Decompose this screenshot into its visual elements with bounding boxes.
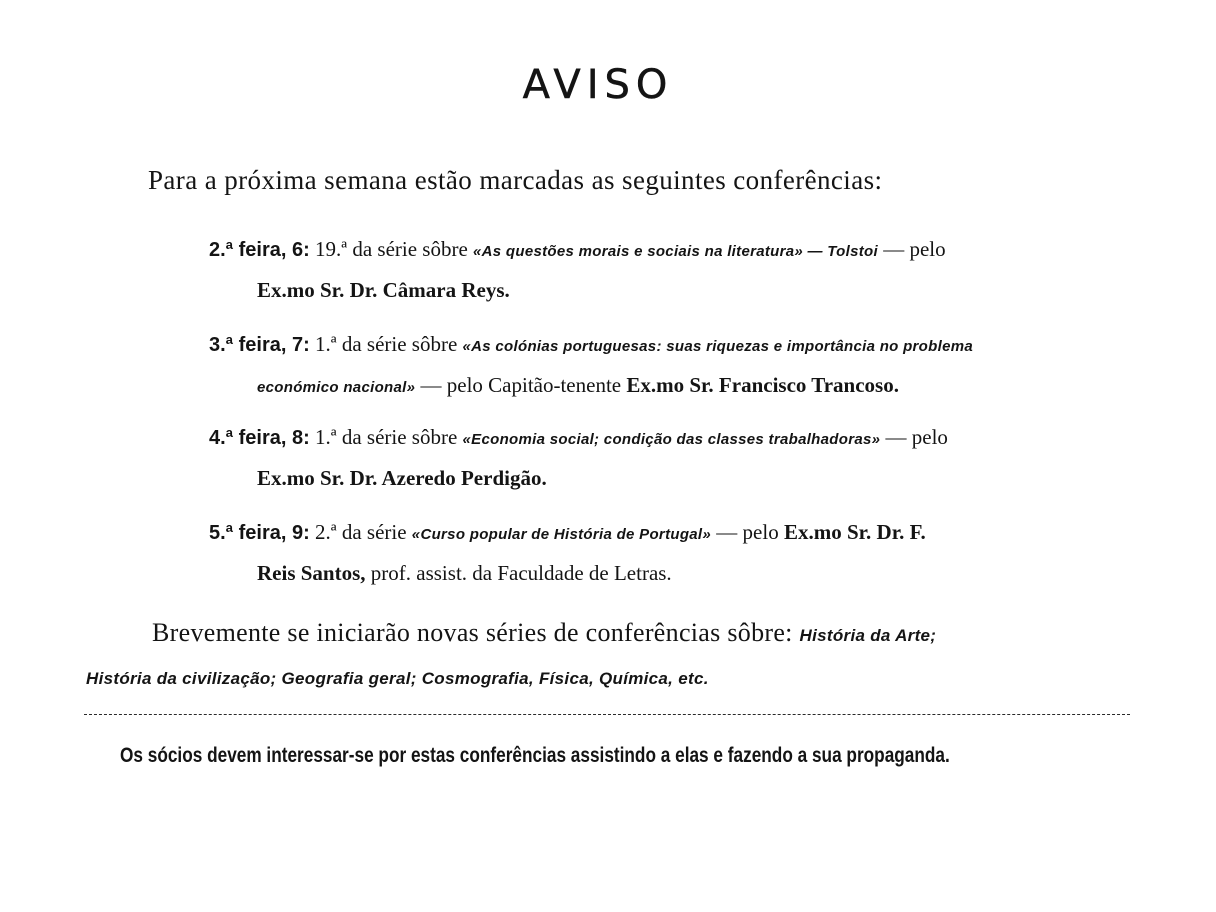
entry-speaker: Ex.mo Sr. Dr. F. — [783, 520, 926, 544]
entry-by: — pelo — [716, 520, 779, 544]
intro-text: Para a próxima semana estão marcadas as seguintes conferências: — [148, 165, 883, 195]
conference-entry — [209, 325, 1129, 407]
entry-subject: «As colónias portuguesas: suas riquezas e importância no problema — [462, 338, 973, 355]
divider — [84, 714, 1130, 715]
upcoming-text: Brevemente se iniciarão novas séries de conferências sôbre: — [152, 618, 793, 647]
entry-day: 2.ª feira, 6: — [209, 239, 310, 261]
entry-speaker-cont: Reis Santos, — [257, 561, 366, 585]
entry-by: — pelo Capitão-tenente — [420, 373, 622, 397]
entry-subject: «As questões morais e sociais na literatura» — Tolstoi — [473, 243, 878, 260]
conference-entry — [209, 230, 1129, 309]
entry-series: 19.ª da série sôbre — [315, 237, 468, 261]
conference-entry — [209, 513, 1129, 592]
entry-speaker: Ex.mo Sr. Dr. Câmara Reys. — [257, 278, 510, 302]
entry-day: 3.ª feira, 7: — [209, 334, 310, 356]
entry-day: 4.ª feira, 8: — [209, 427, 310, 449]
upcoming-topics-cont: História da civilização; Geografia geral; Cosmografia, Física, Química, etc. — [86, 669, 709, 688]
entry-series: 1.ª da série sôbre — [315, 425, 458, 449]
upcoming-series — [86, 613, 1136, 699]
entry-speaker: Ex.mo Sr. Dr. Azeredo Perdigão. — [257, 466, 547, 490]
upcoming-topics: História da Arte; — [799, 626, 937, 645]
entry-subject-cont: económico nacional» — [257, 379, 416, 396]
conference-entry — [209, 418, 1129, 497]
entry-speaker: Ex.mo Sr. Francisco Trancoso. — [626, 373, 899, 397]
entry-by: — pelo — [883, 237, 946, 261]
entry-role: prof. assist. da Faculdade de Letras. — [370, 561, 672, 585]
entry-series: 1.ª da série sôbre — [315, 332, 458, 356]
entry-subject: «Economia social; condição das classes trabalhadoras» — [462, 431, 881, 448]
entry-subject: «Curso popular de História de Portugal» — [411, 526, 712, 543]
footer-note: Os sócios devem interessar-se por estas conferências assistindo a elas e fazendo a sua propaganda. — [120, 744, 950, 767]
entry-day: 5.ª feira, 9: — [209, 522, 310, 544]
entry-series: 2.ª da série — [315, 520, 407, 544]
notice-title: AVISO — [522, 62, 674, 108]
entry-by: — pelo — [885, 425, 948, 449]
